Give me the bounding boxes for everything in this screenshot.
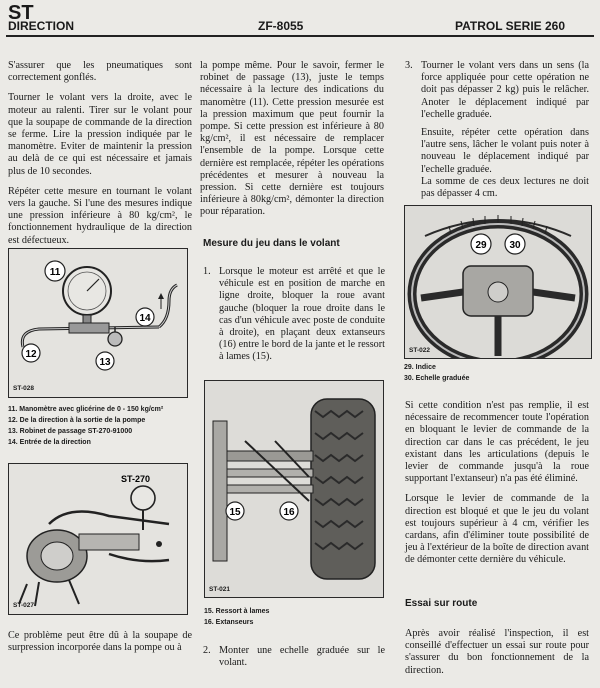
step-text: Lorsque le moteur est arrêté et que le véhicule est en position de marche en ligne droite, bloquer la roue avant gauche (bloquer la roue droite dans le cas d'un véhicule avec poste de conduite à droite), en plaçant deux extanseurs (16) entre le bord de la jante et le ressort à lames (15). <box>219 266 385 363</box>
step-number: 3. <box>405 60 413 71</box>
figure-code: ST-027 <box>13 602 34 609</box>
paragraph: la pompe même. Pour le savoir, fermer le robinet de passage (13), juste le temps nécessaire à la lecture des indications du manomètre (11). Cette pression mesurée est la pression maximum que peut fournir la pompe. Si cette pression est inférieure à 80 kg/cm², il est nécessaire de remplacer l'ensemble de la pompe. Lorsque cette dernière est remplacée, répéter les opérations précédentes et mesurer à nouveau la pression. Si cette dernière est toujours inférieure à 80kg/cm², démonter la direction pour réparation. <box>200 60 384 218</box>
column-3-bottom-text <box>405 628 589 677</box>
column-1-text <box>8 60 192 255</box>
legend-item: 30. Echelle graduée <box>404 375 470 382</box>
paragraph: Après avoir réalisé l'inspection, il est conseillé d'effectuer un essai sur route pour s'assurer du bon fonctionnement de la direction. <box>405 628 589 676</box>
column-2-step-2 <box>203 645 385 675</box>
step-text: Tourner le volant vers dans un sens (la force appliquée pour cette opération ne doit pas dépasser 2 kg) puis le relâcher. Anoter le déplacement indiqué par l'echelle graduée. <box>421 60 589 120</box>
figure-code: ST-028 <box>13 385 34 392</box>
column-3-steps <box>405 60 589 200</box>
paragraph: Répéter cette mesure en tournant le volant vers la gauche. Si l'une des mesures indique une pression inférieure à 80 kg/cm², le fonctionnement hydraulique de la direction est défectueux. <box>8 185 192 246</box>
callout-11: 11 <box>49 267 61 278</box>
wheel-illustration <box>205 381 383 597</box>
figure-wheel-spring <box>204 380 384 598</box>
column-1-bottom-text <box>8 630 192 654</box>
legend-gauge <box>8 404 192 448</box>
callout-13: 13 <box>99 357 111 368</box>
step-3 <box>405 60 589 121</box>
callout-29: 29 <box>475 240 487 251</box>
column-3-text <box>405 400 589 575</box>
section-code: ST <box>8 2 34 24</box>
figure-code: ST-022 <box>409 347 430 354</box>
paragraph: La somme de ces deux lectures ne doit pas dépasser 4 cm. <box>421 175 589 200</box>
legend-wheel <box>204 606 388 628</box>
paragraph: Lorsque le levier de commande de la direction est bloqué et que le jeu du volant est toujours supérieur à 4 cm, vérifier les cardans, afin d'éliminer toute possibilité de jeu à l'extérieur de la boîte de direction avant de démonter cette dernière du véhicule. <box>405 493 589 566</box>
figure-code: ST-021 <box>209 586 230 593</box>
figure-steering-wheel <box>404 205 592 359</box>
step-text: Monter une echelle graduée sur le volant. <box>219 645 385 669</box>
figure-pressure-gauge <box>8 248 188 398</box>
paragraph: Ce problème peut être dû à la soupape de surpression incorporée dans la pompe ou à <box>8 630 192 654</box>
step-1 <box>203 266 385 364</box>
figure-pump-gauge <box>8 463 188 615</box>
legend-item: 29. Indice <box>404 364 436 371</box>
header-rule <box>6 35 594 37</box>
callout-16: 16 <box>283 507 295 518</box>
callout-30: 30 <box>509 240 521 251</box>
step-number: 1. <box>203 266 211 277</box>
section-name: DIRECTION <box>8 19 74 33</box>
step-number: 2. <box>203 645 211 656</box>
pump-illustration <box>9 464 187 614</box>
callout-14: 14 <box>139 313 151 324</box>
model-code: ZF-8055 <box>258 19 304 33</box>
legend-item: 14. Entrée de la direction <box>8 439 91 446</box>
subtitle-steering-play: Mesure du jeu dans le volant <box>203 238 340 249</box>
legend-item: 15. Ressort à lames <box>204 608 270 615</box>
column-2-text <box>200 60 384 227</box>
callout-15: 15 <box>229 507 241 518</box>
steering-wheel-illustration <box>405 206 591 358</box>
step-2 <box>203 645 385 669</box>
legend-item: 13. Robinet de passage ST-270-91000 <box>8 428 133 435</box>
paragraph: Ensuite, répéter cette opération dans l'autre sens, lâcher le volant puis noter à nouveau le déplacement indiqué par l'echelle graduée. <box>421 127 589 175</box>
paragraph: S'assurer que les pneumatiques sont correctement gonflés. <box>8 60 192 84</box>
legend-steering <box>404 362 588 384</box>
gauge-illustration <box>9 249 187 397</box>
subtitle-road-test: Essai sur route <box>405 598 478 609</box>
legend-item: 16. Extanseurs <box>204 619 254 626</box>
paragraph: Si cette condition n'est pas remplie, il est nécessaire de recommencer toute l'opération en bloquant le levier de commande de la direction car dans le cas précédent, le jeu existant dans les articulations (depuis le levier de commande jusqu'à la roue supportant l'extanseur) n'a pas été éliminé. <box>405 400 589 485</box>
tool-label: ST-270 <box>121 474 151 484</box>
column-2-steps <box>203 266 385 370</box>
vehicle-title: PATROL SERIE 260 <box>455 19 566 33</box>
legend-item: 12. De la direction à la sortie de la pompe <box>8 417 146 424</box>
legend-item: 11. Manomètre avec glicérine de 0 - 150 kg/cm² <box>8 406 164 413</box>
paragraph: Tourner le volant vers la droite, avec le moteur au ralenti. Tirer sur le volant pour que la soupape de commande de la direction se ferme. Lire la pression indiquée par le manomètre. Eviter de maintenir la pression au delà de ce qui est nécessaire et jamais plus de 10 secondes. <box>8 92 192 177</box>
callout-12: 12 <box>25 349 37 360</box>
